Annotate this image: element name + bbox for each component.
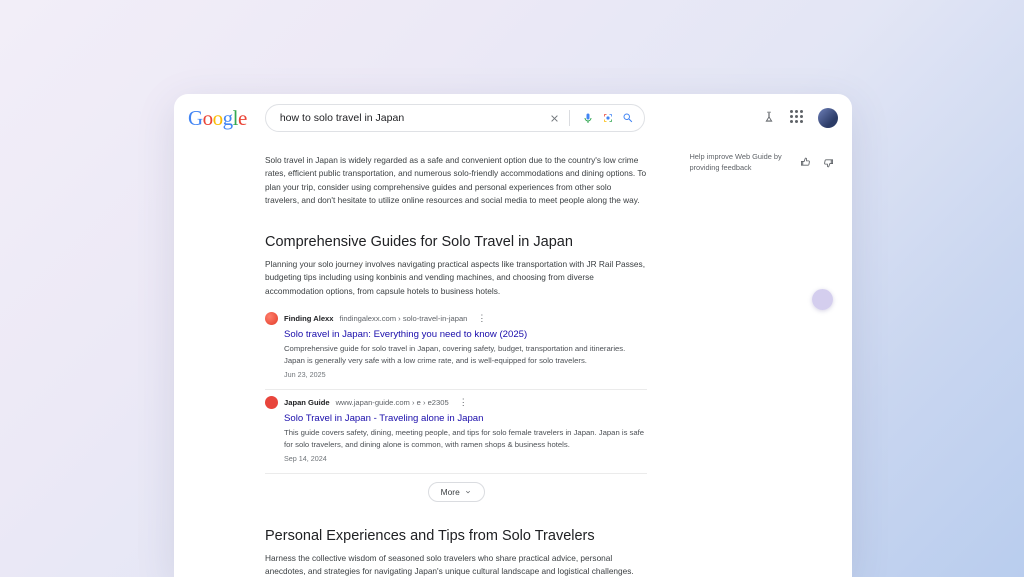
result-title-link[interactable]: Solo Travel in Japan - Traveling alone in Japan xyxy=(284,412,484,424)
labs-icon[interactable] xyxy=(762,110,778,126)
logo-letter-o2: o xyxy=(212,105,223,130)
result-options-icon[interactable]: ⋮ xyxy=(458,396,468,407)
favicon-icon xyxy=(265,312,278,325)
main-column xyxy=(265,142,647,577)
result-header xyxy=(265,312,647,325)
thumbs-down-icon[interactable] xyxy=(822,156,835,169)
logo-letter-g2: g xyxy=(222,105,233,130)
google-logo[interactable] xyxy=(188,106,247,131)
page-content xyxy=(174,142,852,577)
browser-header xyxy=(174,94,852,142)
search-icon[interactable] xyxy=(620,110,636,126)
result-site-name: Japan Guide xyxy=(284,397,330,407)
microphone-icon[interactable] xyxy=(580,110,596,126)
result-site-name: Finding Alexx xyxy=(284,314,334,324)
google-apps-icon[interactable] xyxy=(790,110,806,126)
thumbs-up-icon[interactable] xyxy=(799,156,812,169)
sidebar-column xyxy=(689,142,852,577)
favicon-icon xyxy=(265,396,278,409)
search-bar[interactable] xyxy=(265,104,645,132)
result-url: www.japan-guide.com › e › e2305 xyxy=(335,397,449,407)
section-description-guides: Planning your solo journey involves navigating practical aspects like transportation with JR Rail Passes, budgeting tips including using konbinis and vending machines, and choosing from diverse accommodation options, from capsule hotels to business hotels. xyxy=(265,258,646,296)
result-snippet: This guide covers safety, dining, meeting people, and tips for solo female travelers in Japan. Japan is safe for solo travelers, and dining alone is common, with ramen shops & business hotels. xyxy=(284,427,645,449)
clear-icon[interactable] xyxy=(547,110,563,126)
header-actions xyxy=(762,108,838,128)
result-date: Sep 14, 2024 xyxy=(284,453,327,463)
feedback-buttons xyxy=(799,156,835,169)
result-header xyxy=(265,396,647,409)
account-avatar[interactable] xyxy=(818,108,838,128)
more-button[interactable] xyxy=(428,482,485,502)
search-result-item[interactable] xyxy=(265,396,647,474)
floating-cursor-bubble[interactable] xyxy=(812,289,833,310)
search-input[interactable] xyxy=(278,111,543,125)
search-result-item[interactable] xyxy=(265,312,647,390)
result-options-icon[interactable]: ⋮ xyxy=(477,313,487,324)
section-description-experiences: Harness the collective wisdom of seasoned solo travelers who share practical advice, personal anecdotes, and strategies for navigating Japan's unique cultural landscape and logistical challenges. xyxy=(265,552,634,577)
feedback-label: Help improve Web Guide by providing feedback xyxy=(689,152,782,172)
feedback-panel xyxy=(689,152,852,173)
more-button-wrapper xyxy=(265,482,647,502)
logo-letter-g1: G xyxy=(188,105,203,130)
result-date: Jun 23, 2025 xyxy=(284,369,326,379)
section-title-guides: Comprehensive Guides for Solo Travel in Japan xyxy=(265,233,573,250)
intro-paragraph: Solo travel in Japan is widely regarded as a safe and convenient option due to the country's low crime rates, efficient public transportation, and numerous solo-friendly accommodations and dining options. To plan your trip, consider using comprehensive guides and personal experiences from other solo travelers, and don't hesitate to utilize online resources and social media to meet people along the way. xyxy=(265,155,647,206)
lens-icon[interactable] xyxy=(600,110,616,126)
more-button-label: More xyxy=(440,486,460,497)
logo-letter-e: e xyxy=(238,105,247,130)
chevron-down-icon xyxy=(464,488,472,496)
logo-letter-o1: o xyxy=(202,105,213,130)
section-title-experiences: Personal Experiences and Tips from Solo Travelers xyxy=(265,527,595,544)
result-snippet: Comprehensive guide for solo travel in Japan, covering safety, budget, transportation and itineraries. Japan is generally very safe with a low crime rate, and is well-equipped for solo travelers. xyxy=(284,344,626,365)
result-url: findingalexx.com › solo-travel-in-japan xyxy=(339,314,468,324)
search-divider xyxy=(569,110,570,126)
logo-letter-l: l xyxy=(232,105,239,130)
result-title-link[interactable]: Solo travel in Japan: Everything you need to know (2025) xyxy=(284,329,528,341)
browser-window xyxy=(174,94,852,577)
